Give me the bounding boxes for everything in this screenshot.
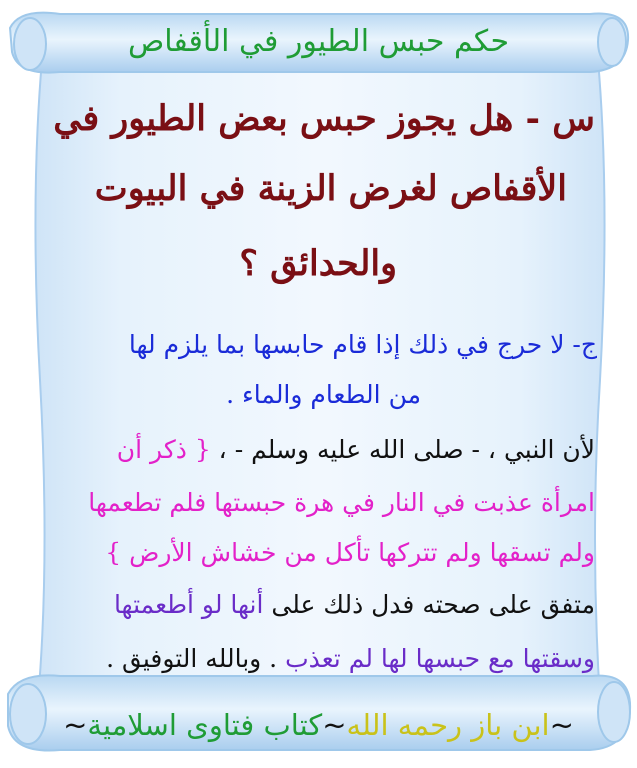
footer-author: ابن باز رحمه الله <box>346 708 550 742</box>
page-title: حكم حبس الطيور في الأقفاص <box>127 24 510 59</box>
footer-credit <box>0 708 637 742</box>
footer-tilde-right: ~ <box>549 708 574 742</box>
conclusion-start: أنها لو أطعمتها <box>113 590 264 619</box>
hadith-start: { ذكر أن <box>116 435 211 464</box>
hadith-line-1: امرأة عذبت في النار في هرة حبستها فلم تطعمها <box>88 488 595 517</box>
footer-tilde-mid: ~ <box>322 708 347 742</box>
conclusion-end: وسقتها مع حبسها لها لم تعذب <box>285 644 595 673</box>
answer-line-6 <box>114 590 595 619</box>
answer-line-6-text: متفق على صحته فدل ذلك على <box>263 590 595 619</box>
answer-line-1: ج- لا حرج في ذلك إذا قام حابسها بما يلزم لها <box>128 330 597 359</box>
footer-tilde-left: ~ <box>63 708 88 742</box>
answer-line-3 <box>117 435 595 464</box>
hadith-line-2: ولم تسقها ولم تتركها تأكل من خشاش الأرض } <box>105 538 595 567</box>
footer-book: كتاب فتاوى اسلامية <box>87 708 323 742</box>
answer-line-7 <box>106 644 595 673</box>
question-line-1: س - هل يجوز حبس بعض الطيور في <box>53 98 595 139</box>
question-line-2: الأقفاص لغرض الزينة في البيوت <box>94 168 567 209</box>
answer-line-2: من الطعام والماء . <box>226 380 421 409</box>
closing-text: . وبالله التوفيق . <box>106 644 286 673</box>
question-line-3: والحدائق ؟ <box>239 243 397 284</box>
answer-line-3-text: لأن النبي ، - صلى الله عليه وسلم - ، <box>210 435 595 464</box>
